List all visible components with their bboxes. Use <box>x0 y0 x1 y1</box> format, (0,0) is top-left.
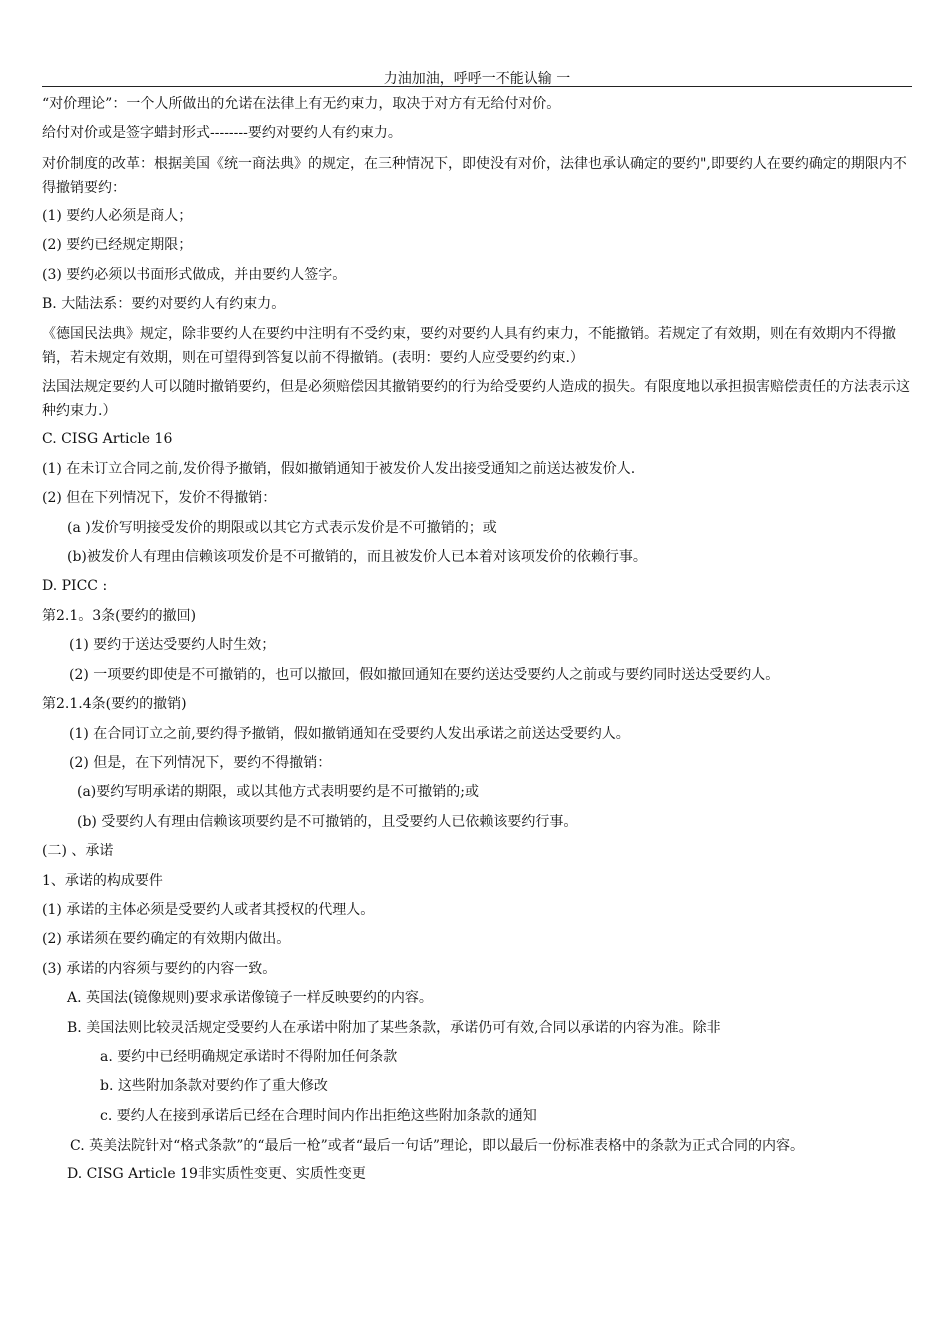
article-heading: 第2.1。3条(要约的撤回) <box>42 607 197 624</box>
list-item: (2) 一项要约即使是不可撤销的，也可以撤回，假如撤回通知在要约送达受要约人之前或与要约同时送达受要约人。 <box>69 666 780 683</box>
section-heading: (二) 、承诺 <box>42 843 114 860</box>
subsection-heading: 1、承诺的构成要件 <box>42 872 163 889</box>
sub-list-item: (b)被发价人有理由信赖该项发价是不可撤销的，而且被发价人已本着对该项发价的依赖行事。 <box>67 549 647 566</box>
list-item: (1) 承诺的主体必须是受要约人或者其授权的代理人。 <box>42 901 375 918</box>
list-item: (2) 要约已经规定期限； <box>42 237 193 254</box>
list-item: (2) 承诺须在要约确定的有效期内做出。 <box>42 931 291 948</box>
page-header: 力油加油，呼呼一不能认输 一 <box>383 71 571 87</box>
list-item: (3) 要约必须以书面形式做成，并由要约人签字。 <box>42 266 347 283</box>
sub-list-item: a. 要约中已经明确规定承诺时不得附加任何条款 <box>100 1048 398 1065</box>
lettered-item: C. 英美法院针对“格式条款”的“最后一枪”或者“最后一句话”理论，即以最后一份标准表格中的条款为正式合同的内容。 <box>70 1138 805 1155</box>
lettered-item: B. 美国法则比较灵活规定受要约人在承诺中附加了某些条款，承诺仍可有效,合同以承诺的内容为准。除非 <box>67 1019 721 1036</box>
section-heading: C. CISG Article 16 <box>42 431 173 448</box>
sub-list-item: b. 这些附加条款对要约作了重大修改 <box>100 1078 328 1095</box>
sub-list-item: (a )发价写明接受发价的期限或以其它方式表示发价是不可撤销的；或 <box>67 519 497 536</box>
list-item: (2) 但在下列情况下，发价不得撤销： <box>42 490 277 507</box>
section-heading: D. PICC : <box>42 578 108 595</box>
list-item: (1) 要约人必须是商人； <box>42 207 193 224</box>
paragraph: 给付对价或是签字蜡封形式--------要约对要约人有约束力。 <box>42 125 402 142</box>
sub-list-item: c. 要约人在接到承诺后已经在合理时间内作出拒绝这些附加条款的通知 <box>100 1107 537 1124</box>
sub-list-item: (b) 受要约人有理由信赖该项要约是不可撤销的，且受要约人已依赖该要约行事。 <box>77 813 578 830</box>
section-heading: B. 大陆法系：要约对要约人有约束力。 <box>42 296 286 313</box>
paragraph: 对价制度的改革：根据美国《统一商法典》的规定，在三种情况下，即使没有对价，法律也承认确定的要约",即要约人在要约确定的期限内不得撤销要约： <box>42 155 907 196</box>
lettered-item: A. 英国法(镜像规则)要求承诺像镜子一样反映要约的内容。 <box>67 990 433 1007</box>
list-item: (3) 承诺的内容须与要约的内容一致。 <box>42 960 277 977</box>
paragraph: “对价理论”：一个人所做出的允诺在法律上有无约束力，取决于对方有无给付对价。 <box>42 96 561 112</box>
sub-list-item: (a)要约写明承诺的期限，或以其他方式表明要约是不可撤销的;或 <box>77 784 479 801</box>
article-heading: 第2.1.4条(要约的撤销) <box>42 696 187 713</box>
list-item: (1) 在未订立合同之前,发价得予撤销，假如撤销通知于被发价人发出接受通知之前送达被发价人. <box>42 460 636 477</box>
list-item: (1) 要约于送达受要约人时生效； <box>69 637 276 654</box>
document-body <box>42 90 912 1190</box>
paragraph: 法国法规定要约人可以随时撤销要约，但是必须赔偿因其撤销要约的行为给受要约人造成的损失。有限度地以承担损害赔偿责任的方法表示这种约束力.） <box>42 379 910 420</box>
header-divider <box>42 86 912 87</box>
list-item: (2) 但是，在下列情况下，要约不得撤销： <box>69 754 332 771</box>
list-item: (1) 在合同订立之前,要约得予撤销，假如撤销通知在受要约人发出承诺之前送达受要约人。 <box>69 725 630 742</box>
paragraph: 《德国民法典》规定，除非要约人在要约中注明有不受约束，要约对要约人具有约束力，不能撤销。若规定了有效期，则在有效期内不得撤销，若未规定有效期，则在可望得到答复以前不得撤销。(表明：要约人应受要约约束.） <box>42 326 896 367</box>
lettered-item: D. CISG Article 19非实质性变更、实质性变更 <box>67 1166 366 1183</box>
